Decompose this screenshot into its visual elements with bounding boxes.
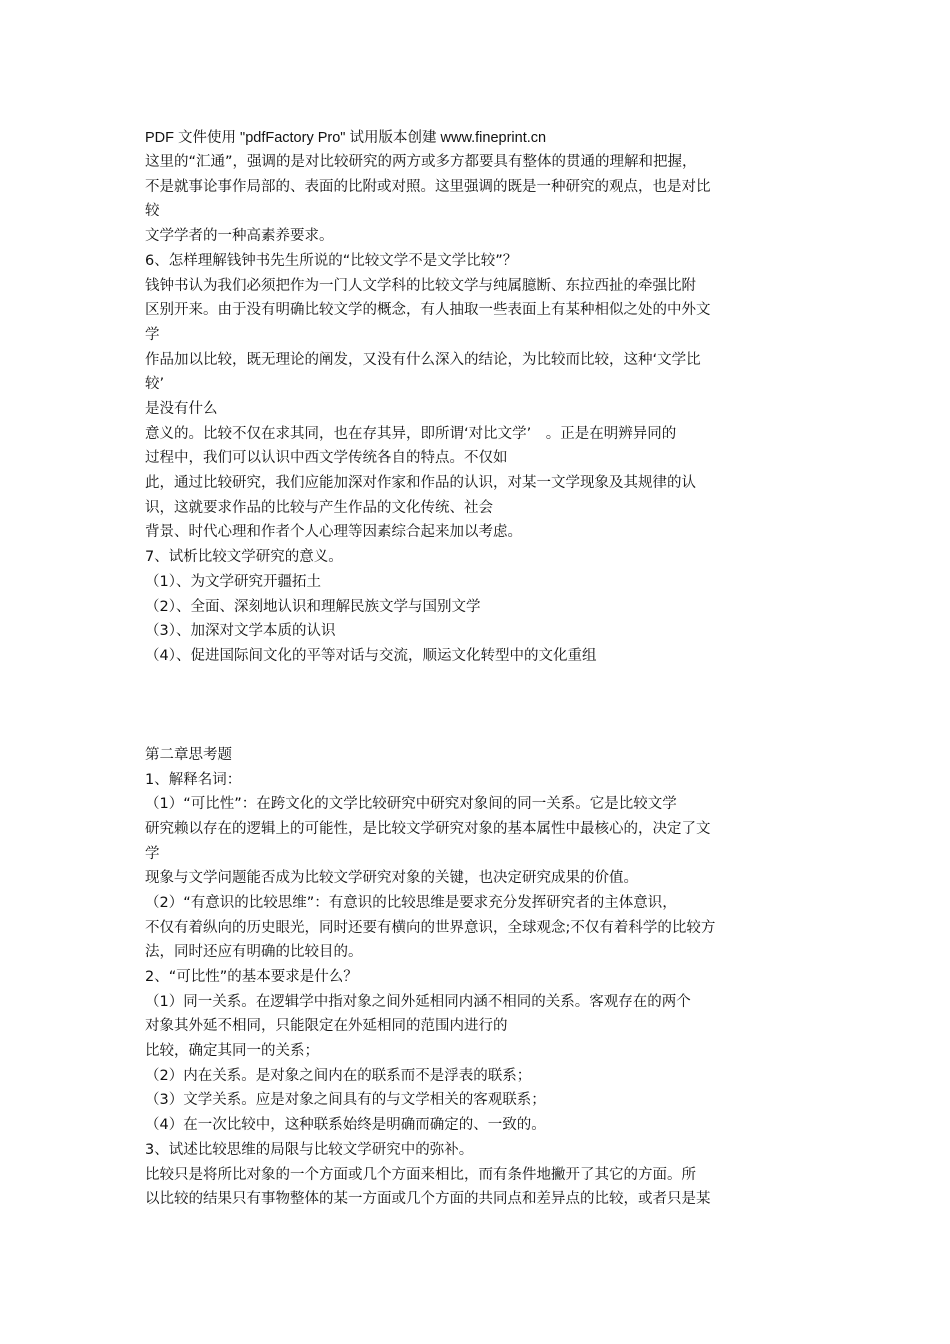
text-line: 研究赖以存在的逻辑上的可能性，是比较文学研究对象的基本属性中最核心的，决定了文 xyxy=(145,821,711,837)
text-line: 背景、时代心理和作者个人心理等因素综合起来加以考虑。 xyxy=(145,524,522,540)
text-line: 作品加以比较，既无理论的阐发，又没有什么深入的结论，为比较而比较，这种‘文学比 xyxy=(145,352,701,368)
text-line: （2）“有意识的比较思维”：有意识的比较思维是要求充分发挥研究者的主体意识， xyxy=(145,895,677,911)
text-line: 比较，确定其同一的关系； xyxy=(145,1043,319,1059)
list-item: （3）文学关系。应是对象之间具有的与文学相关的客观联系； xyxy=(145,1092,546,1108)
text-line: 是没有什么 xyxy=(145,401,218,417)
question-heading: 6、怎样理解钱钟书先生所说的“比较文学不是文学比较”？ xyxy=(145,253,518,269)
text-line: 识，这就要求作品的比较与产生作品的文化传统、社会 xyxy=(145,500,493,516)
pdf-factory-header: PDF 文件使用 "pdfFactory Pro" 试用版本创建 www.fineprint.cn xyxy=(145,130,547,146)
text-line: 对象其外延不相同，只能限定在外延相同的范围内进行的 xyxy=(145,1018,508,1034)
text-line: 文学学者的一种高素养要求。 xyxy=(145,228,334,244)
list-item: （2）内在关系。是对象之间内在的联系而不是浮表的联系； xyxy=(145,1068,532,1084)
question-heading: 3、试述比较思维的局限与比较文学研究中的弥补。 xyxy=(145,1142,474,1158)
text-line: 过程中，我们可以认识中西文学传统各自的特点。不仅如 xyxy=(145,450,508,466)
text-line: 较 xyxy=(145,203,160,219)
chapter-title: 第二章思考题 xyxy=(145,747,232,763)
list-item: （4）在一次比较中，这种联系始终是明确而确定的、一致的。 xyxy=(145,1117,546,1133)
text-line: 钱钟书认为我们必须把作为一门人文学科的比较文学与纯属臆断、东拉西扯的牵强比附 xyxy=(145,278,696,294)
text-line: 学 xyxy=(145,327,160,343)
list-item: （2）、全面、深刻地认识和理解民族文学与国别文学 xyxy=(145,599,481,615)
list-item: （3）、加深对文学本质的认识 xyxy=(145,623,336,639)
text-line: 以比较的结果只有事物整体的某一方面或几个方面的共同点和差异点的比较，或者只是某 xyxy=(145,1191,711,1207)
text-line: 比较只是将所比对象的一个方面或几个方面来相比，而有条件地撇开了其它的方面。所 xyxy=(145,1167,696,1183)
text-line: 此，通过比较研究，我们应能加深对作家和作品的认识，对某一文学现象及其规律的认 xyxy=(145,475,696,491)
text-line: （1）同一关系。在逻辑学中指对象之间外延相同内涵不相同的关系。客观存在的两个 xyxy=(145,994,691,1010)
question-heading: 7、试析比较文学研究的意义。 xyxy=(145,549,343,565)
text-line: 意义的。比较不仅在求其同，也在存其异，即所谓‘对比文学’ 。正是在明辨异同的 xyxy=(145,426,677,442)
text-line: 这里的“汇通”，强调的是对比较研究的两方或多方都要具有整体的贯通的理解和把握， xyxy=(145,154,697,170)
text-line: 较’ xyxy=(145,376,165,392)
text-line: 区别开来。由于没有明确比较文学的概念，有人抽取一些表面上有某种相似之处的中外文 xyxy=(145,302,711,318)
list-item: （1）、为文学研究开疆拓土 xyxy=(145,574,321,590)
text-line: 不是就事论事作局部的、表面的比附或对照。这里强调的既是一种研究的观点，也是对比 xyxy=(145,179,711,195)
text-line: （1）“可比性”：在跨文化的文学比较研究中研究对象间的同一关系。它是比较文学 xyxy=(145,796,677,812)
text-line: 法，同时还应有明确的比较目的。 xyxy=(145,944,363,960)
question-heading: 1、解释名词： xyxy=(145,772,242,788)
text-line: 不仅有着纵向的历史眼光，同时还要有横向的世界意识，全球观念;不仅有着科学的比较方 xyxy=(145,920,716,936)
list-item: （4）、促进国际间文化的平等对话与交流，顺运文化转型中的文化重组 xyxy=(145,648,597,664)
text-line: 学 xyxy=(145,846,160,862)
question-heading: 2、“可比性”的基本要求是什么？ xyxy=(145,969,358,985)
text-line: 现象与文学问题能否成为比较文学研究对象的关键，也决定研究成果的价值。 xyxy=(145,870,638,886)
